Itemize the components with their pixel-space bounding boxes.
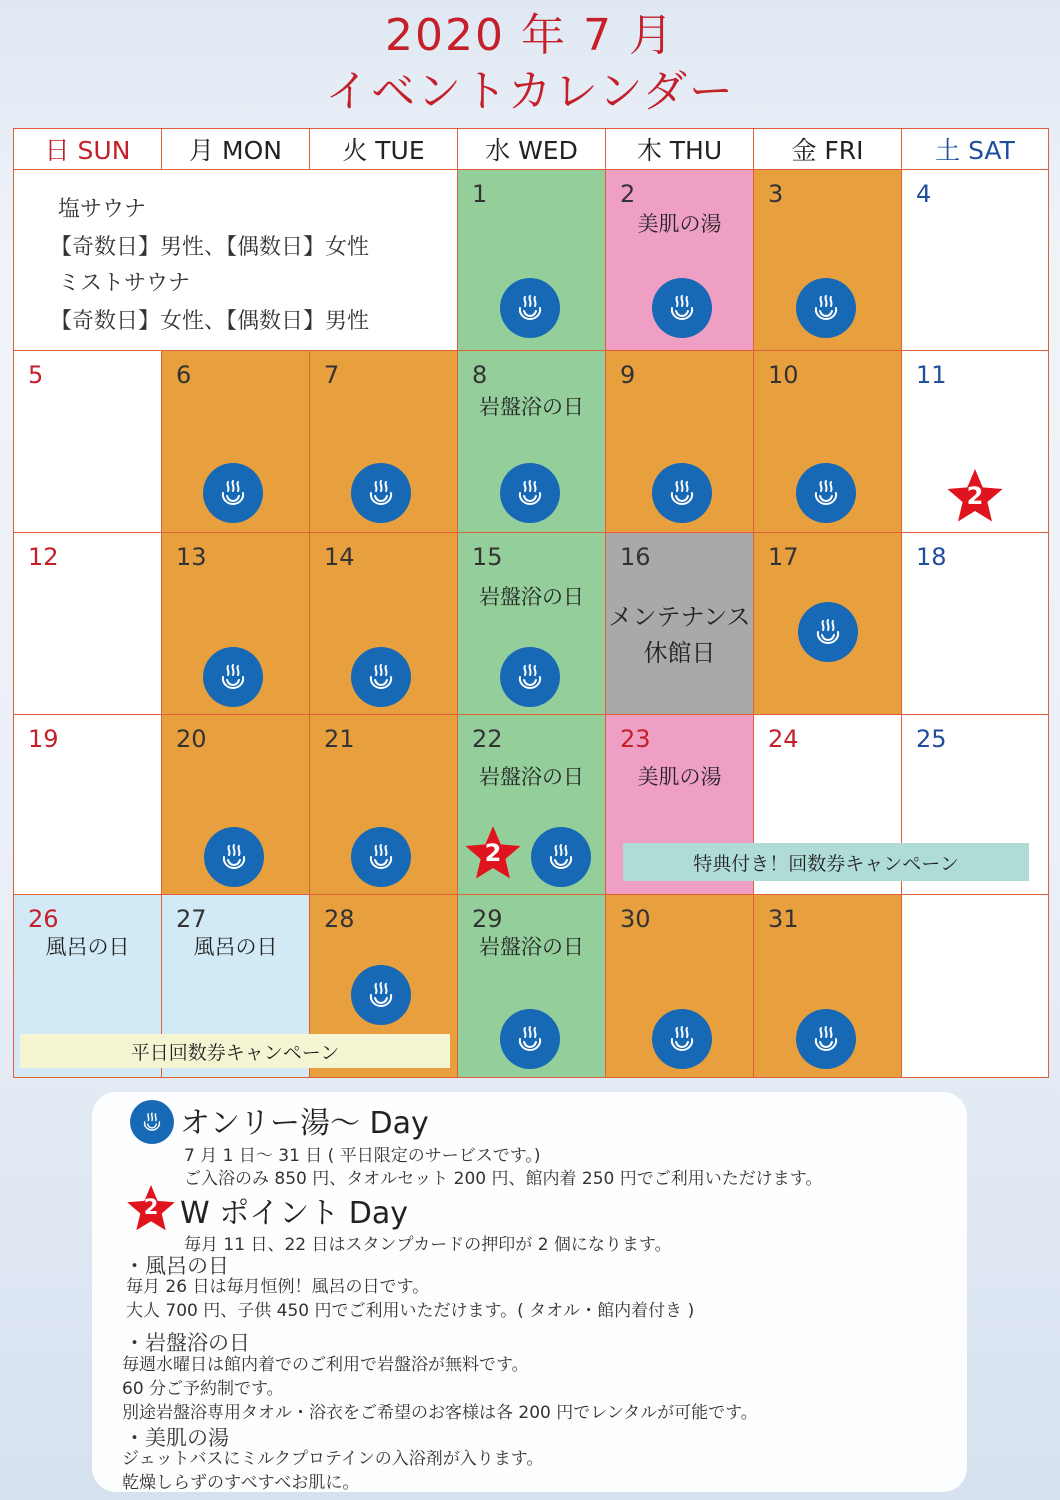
- day-cell-16: [605, 532, 754, 715]
- ganban-label: 岩盤浴の日: [479, 765, 584, 789]
- onsen-icon: [531, 827, 591, 887]
- header-sun: 日 SUN: [13, 128, 162, 170]
- day-number: 4: [916, 180, 932, 208]
- day-number: 23: [620, 725, 651, 753]
- day-number: 2: [620, 180, 636, 208]
- day-number: 28: [324, 905, 355, 933]
- star-number: 2: [484, 839, 502, 867]
- day-cell-30: [605, 894, 754, 1078]
- ganban-label: 岩盤浴の日: [479, 935, 584, 959]
- ganban-day-line3: 別途岩盤浴専用タオル・浴衣をご希望のお客様は各 200 円でレンタルが可能です。: [122, 1403, 758, 1423]
- day-cell-5: [13, 350, 162, 533]
- ganban-day-line2: 60 分ご予約制です。: [122, 1379, 284, 1399]
- onsen-icon: [351, 965, 411, 1025]
- only-day-title: オンリー湯～ Day: [180, 1106, 429, 1141]
- day-cell-4: [901, 169, 1049, 351]
- day-number: 26: [28, 905, 59, 933]
- day-cell-20: [161, 714, 310, 895]
- w-point-day-line1: 毎月 11 日、22 日はスタンプカードの押印が 2 個になります。: [184, 1235, 672, 1255]
- onsen-icon: [500, 463, 560, 523]
- day-number: 1: [472, 180, 488, 208]
- maintenance-label: メンテナンス: [608, 603, 751, 631]
- onsen-icon: [500, 647, 560, 707]
- onsen-icon: [203, 647, 263, 707]
- bihada-heading: ・美肌の湯: [124, 1426, 229, 1450]
- day-number: 25: [916, 725, 947, 753]
- onsen-icon: [130, 1100, 174, 1144]
- onsen-icon: [796, 278, 856, 338]
- day-number: 31: [768, 905, 799, 933]
- day-number: 7: [324, 361, 340, 389]
- header-sat: 土 SAT: [901, 128, 1049, 170]
- day-number: 20: [176, 725, 207, 753]
- w-point-day-title: W ポイント Day: [180, 1196, 408, 1231]
- closed-label: 休館日: [643, 639, 716, 667]
- onsen-icon: [351, 463, 411, 523]
- day-cell-6: [161, 350, 310, 533]
- day-number: 15: [472, 543, 503, 571]
- day-cell-21: [309, 714, 458, 895]
- header-fri: 金 FRI: [753, 128, 902, 170]
- day-cell-2: [605, 169, 754, 351]
- day-cell-9: [605, 350, 754, 533]
- day-cell-13: [161, 532, 310, 715]
- star-number: 2: [143, 1195, 159, 1219]
- onsen-icon: [798, 602, 858, 662]
- bihada-line2: 乾燥しらずのすべすべお肌に。: [122, 1473, 360, 1493]
- bihada-label: 美肌の湯: [637, 212, 722, 236]
- day-cell-29: [457, 894, 606, 1078]
- empty-cell: [901, 894, 1049, 1078]
- onsen-icon: [204, 827, 264, 887]
- header-thu: 木 THU: [605, 128, 754, 170]
- day-cell-10: [753, 350, 902, 533]
- furo-label: 風呂の日: [45, 935, 130, 959]
- day-cell-1: [457, 169, 606, 351]
- onsen-icon: [796, 1009, 856, 1069]
- day-number: 29: [472, 905, 503, 933]
- day-number: 5: [28, 361, 44, 389]
- day-number: 8: [472, 361, 488, 389]
- onsen-icon: [351, 647, 411, 707]
- day-number: 12: [28, 543, 59, 571]
- info-panel: [92, 1092, 967, 1492]
- day-number: 21: [324, 725, 355, 753]
- star-2-icon: [464, 825, 522, 881]
- ticket-campaign-banner: 特典付き！回数券キャンペーン: [623, 843, 1029, 881]
- day-number: 16: [620, 543, 651, 571]
- bihada-line1: ジェットバスにミルクプロテインの入浴剤が入ります。: [122, 1449, 544, 1469]
- header-mon: 月 MON: [161, 128, 310, 170]
- onsen-icon: [652, 463, 712, 523]
- day-number: 27: [176, 905, 207, 933]
- day-number: 22: [472, 725, 503, 753]
- calendar-grid: [13, 128, 1049, 1078]
- furo-day-line2: 大人 700 円、子供 450 円でご利用いただけます。( タオル・館内着付き ): [126, 1301, 695, 1321]
- day-number: 17: [768, 543, 799, 571]
- day-cell-31: [753, 894, 902, 1078]
- day-number: 30: [620, 905, 651, 933]
- onsen-icon: [652, 278, 712, 338]
- day-cell-19: [13, 714, 162, 895]
- day-number: 10: [768, 361, 799, 389]
- day-cell-12: [13, 532, 162, 715]
- furo-day-line1: 毎月 26 日は毎月恒例！風呂の日です。: [126, 1277, 430, 1297]
- sauna-note-cell: [13, 169, 458, 351]
- day-number: 9: [620, 361, 636, 389]
- furo-label: 風呂の日: [193, 935, 278, 959]
- onsen-icon: [796, 463, 856, 523]
- day-cell-11: [901, 350, 1049, 533]
- day-number: 24: [768, 725, 799, 753]
- day-number: 11: [916, 361, 947, 389]
- salt-sauna-text: 【奇数日】男性、【偶数日】女性: [50, 235, 370, 260]
- onsen-icon: [500, 1009, 560, 1069]
- day-cell-7: [309, 350, 458, 533]
- ganban-label: 岩盤浴の日: [479, 395, 584, 419]
- ganban-day-line1: 毎週水曜日は館内着でのご利用で岩盤浴が無料です。: [122, 1355, 529, 1375]
- day-cell-17: [753, 532, 902, 715]
- ganban-label: 岩盤浴の日: [479, 585, 584, 609]
- day-number: 6: [176, 361, 192, 389]
- only-day-line2: ご入浴のみ 850 円、タオルセット 200 円、館内着 250 円でご利用いただけます。: [184, 1169, 823, 1189]
- weekday-ticket-campaign-banner: 平日回数券キャンペーン: [20, 1034, 450, 1068]
- day-cell-14: [309, 532, 458, 715]
- star-2-icon: [946, 468, 1004, 524]
- day-cell-3: [753, 169, 902, 351]
- salt-sauna-label: 塩サウナ: [58, 197, 147, 222]
- mist-sauna-label: ミストサウナ: [58, 271, 191, 296]
- day-cell-22: [457, 714, 606, 895]
- day-cell-18: [901, 532, 1049, 715]
- day-number: 3: [768, 180, 784, 208]
- day-cell-8: [457, 350, 606, 533]
- calendar-title-event: イベントカレンダー: [325, 66, 735, 117]
- calendar-title-year-month: 2020 年 7 月: [385, 10, 675, 61]
- star-number: 2: [966, 482, 984, 510]
- only-day-line1: 7 月 1 日～ 31 日 ( 平日限定のサービスです。): [184, 1146, 541, 1166]
- day-number: 13: [176, 543, 207, 571]
- day-number: 14: [324, 543, 355, 571]
- day-cell-15: [457, 532, 606, 715]
- onsen-icon: [203, 463, 263, 523]
- bihada-label: 美肌の湯: [637, 765, 722, 789]
- furo-day-heading: ・風呂の日: [124, 1254, 229, 1278]
- onsen-icon: [652, 1009, 712, 1069]
- day-number: 19: [28, 725, 59, 753]
- header-tue: 火 TUE: [309, 128, 458, 170]
- day-number: 18: [916, 543, 947, 571]
- header-wed: 水 WED: [457, 128, 606, 170]
- star-2-icon: [126, 1184, 176, 1232]
- onsen-icon: [351, 827, 411, 887]
- onsen-icon: [500, 278, 560, 338]
- ganban-day-heading: ・岩盤浴の日: [124, 1331, 250, 1355]
- mist-sauna-text: 【奇数日】女性、【偶数日】男性: [50, 309, 370, 334]
